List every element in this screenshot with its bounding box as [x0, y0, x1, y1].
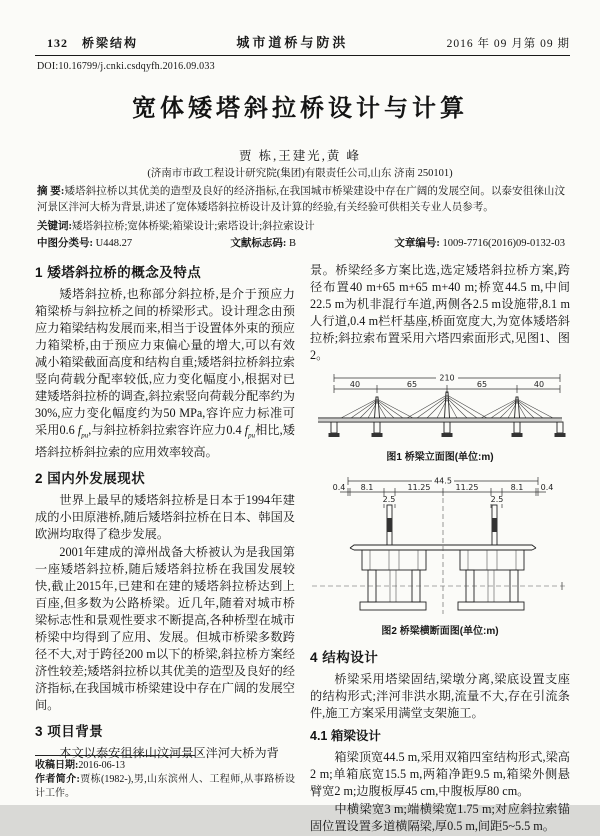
f-subscript: pu	[248, 431, 256, 440]
section-2-heading: 2 国内外发展现状	[35, 471, 146, 487]
section-4-paragraph: 桥梁采用塔梁固结,梁墩分离,梁底设置支座的结构形式;泮河非洪水期,流量不大,存在引流条件,施工方案采用满堂支架施工。	[310, 672, 570, 720]
pylons	[375, 392, 520, 418]
cross-section-piers	[360, 570, 524, 610]
stay-cables	[341, 395, 553, 418]
section-1-heading: 1 矮塔斜拉桥的概念及特点	[35, 265, 202, 280]
fig1-span-2: 65	[406, 380, 418, 389]
article-id-label: 文章编号:	[394, 238, 440, 249]
figure-2	[310, 472, 570, 640]
keywords-block	[37, 218, 565, 233]
fig1-total-dim: 210	[439, 373, 455, 383]
section-4-1-heading: 4.1 箱梁设计	[310, 729, 381, 743]
article-id-pair	[394, 235, 565, 250]
affiliation-line: (济南市市政工程设计研究院(集团)有限责任公司,山东 济南 250101)	[147, 168, 453, 179]
fig1-span-1: 40	[349, 380, 361, 389]
figure-2-caption: 图2 桥梁横断面图(单位:m)	[381, 626, 499, 637]
s1-text-a: 矮塔斜拉桥,也称部分斜拉桥,是介于预应力箱梁桥与斜拉桥之间的桥梁形式。设计理念由预应力箱梁结构发展而来,相当于设置体外束的预应力箱梁桥,由于预应力束偏心量的增大,可以有效减小箱梁截面高度和结构自重;矮塔斜拉桥斜拉索竖向荷载分配率较低,应力变化幅度小,根据对已建矮塔斜拉桥的调查,斜拉索竖向荷载分配率约为30%,应力变化幅度约为50 MPa,容许应力标准可采用0.6	[35, 287, 295, 437]
received-date-label: 收稿日期:	[35, 760, 79, 771]
f-subscript: pu	[81, 431, 89, 440]
figure-1	[310, 368, 570, 466]
fig2-seg-4: 11.25	[455, 483, 479, 492]
two-column-body	[35, 262, 570, 836]
abstract-block	[37, 184, 565, 217]
authors-line: 贾 栋,王建光,黄 峰	[238, 149, 361, 163]
received-date-value: 2016-06-13	[78, 760, 126, 771]
f-letter: f	[244, 423, 249, 437]
clc-value: U448.27	[95, 238, 133, 249]
fig2-seg-6: 0.4	[540, 483, 554, 492]
right-column	[310, 262, 570, 836]
s1-text-c: 相比,矮塔斜拉桥斜拉索的应用效率较高。	[35, 423, 295, 460]
fig2-seg-3: 11.25	[407, 483, 431, 492]
author-bio-line	[35, 773, 295, 801]
section-4-1-paragraph-2: 中横梁宽3 m;端横梁宽1.75 m;对应斜拉索锚固位置设置多道横隔梁,厚0.5 m,间距5~5.5 m。	[310, 802, 570, 833]
column-name: 桥梁结构	[82, 36, 139, 50]
abstract-text: 矮塔斜拉桥以其优美的造型及良好的经济指标,在我国城市桥梁建设中存在广阔的发展空间。以泰安徂徕山汶河景区泮河大桥为背景,讲述了宽体矮塔斜拉桥设计及计算的经验,有关经验可供相关专业人员参考。	[37, 186, 565, 214]
section-3-paragraph: 本文以泰安徂徕山汶河景区泮河大桥为背	[59, 746, 279, 761]
fig2-seg-2: 8.1	[360, 483, 374, 492]
figure-1-caption: 图1 桥梁立面图(单位:m)	[386, 452, 494, 463]
doc-code-pair	[230, 235, 296, 250]
meta-row	[37, 235, 565, 250]
f-letter: f	[77, 423, 82, 437]
page-header	[35, 32, 570, 51]
article-title: 宽体矮塔斜拉桥设计与计算	[132, 96, 468, 122]
towers	[387, 505, 497, 545]
footnote-rule	[35, 755, 195, 756]
author-bio-value: 贾栋(1982-),男,山东滨州人、工程师,从事路桥设计工作。	[35, 774, 295, 799]
section-4-1-paragraph-1: 箱梁顶宽44.5 m,采用双箱四室结构形式,梁高2 m;单箱底宽15.5 m,两箱净距9.5 m,箱梁外侧悬臂宽2 m;边腹板厚45 cm,中腹板厚80 cm。	[310, 750, 570, 798]
section-4-heading: 4 结构设计	[310, 650, 379, 665]
fig2-tower-dim-right: 2.5	[490, 495, 504, 504]
piers	[329, 422, 566, 437]
doi-line: DOI:10.16799/j.cnki.csdqyfh.2016.09.033	[37, 61, 215, 72]
bridge-deck	[318, 418, 562, 422]
received-date-line	[35, 759, 295, 773]
section-3-heading: 3 项目背景	[35, 724, 104, 740]
journal-title: 城市道桥与防洪	[236, 35, 349, 50]
fig2-total-dim: 44.5	[434, 476, 452, 486]
f-pu-symbol	[244, 423, 256, 440]
continuation-paragraph: 景。桥梁经多方案比选,选定矮塔斜拉桥方案,跨径布置40 m+65 m+65 m+40 m;桥宽44.5 m,中间22.5 m为机非混行车道,两侧各2.5 m设施带,8.1 m人行道,0.4 m栏杆基座,桥面宽度大,为宽体矮塔斜拉桥;斜拉索布置采用六塔四索面形式,见图1、图2。	[310, 263, 570, 362]
fig1-span-3: 65	[476, 380, 488, 389]
footnote-block	[35, 755, 295, 801]
clc-label: 中图分类号:	[37, 238, 93, 249]
issue-label: 2016 年 09 月第 09 期	[446, 38, 570, 50]
section-1-paragraph	[35, 286, 295, 461]
s1-text-b: ,与斜拉桥斜拉索容许应力0.4	[88, 423, 245, 437]
author-bio-label: 作者简介:	[35, 774, 80, 785]
clc-pair	[37, 235, 132, 250]
doc-code-label: 文献标志码:	[230, 238, 287, 249]
bridge-cross-section-drawing	[310, 472, 570, 622]
fig2-seg-5: 8.1	[510, 483, 524, 492]
header-rule	[35, 55, 570, 56]
bridge-elevation-drawing	[310, 368, 570, 448]
abstract-label: 摘 要:	[37, 186, 65, 197]
fig2-tower-dim-left: 2.5	[382, 495, 396, 504]
article-id-value: 1009-7716(2016)09-0132-03	[442, 238, 565, 249]
left-column	[35, 262, 295, 836]
page-number: 132	[47, 36, 68, 50]
fig2-seg-1: 0.4	[332, 483, 346, 492]
doc-code-value: B	[289, 238, 297, 249]
f-pu-symbol	[77, 423, 89, 440]
keywords-text: 矮塔斜拉桥;宽体桥梁;箱梁设计;索塔设计;斜拉索设计	[72, 221, 315, 232]
section-2-paragraph-1: 世界上最早的矮塔斜拉桥是日本于1994年建成的小田原港桥,随后矮塔斜拉桥在日本、韩国及欧洲均取得了稳步发展。	[35, 493, 295, 542]
fig1-span-4: 40	[533, 380, 545, 389]
keywords-label: 关键词:	[37, 221, 72, 232]
section-2-paragraph-2: 2001年建成的漳州战备大桥被认为是我国第一座矮塔斜拉桥,随后矮塔斜拉桥在我国发展较快,截止2015年,已建和在建的矮塔斜拉桥达到上百座,但多数为公路桥梁。近几年,随着对城市桥梁标志性和景观性要求不断提高,各种桥型在城市桥梁中均得到了应用、发展。但城市桥梁多数跨径不大,对于跨径200 m以下的桥梁,斜拉桥方案经济性较差;矮塔斜拉桥以其优美的造型及良好的经济指标,在我国城市桥梁建设中存在广阔的发展空间。	[35, 545, 295, 713]
